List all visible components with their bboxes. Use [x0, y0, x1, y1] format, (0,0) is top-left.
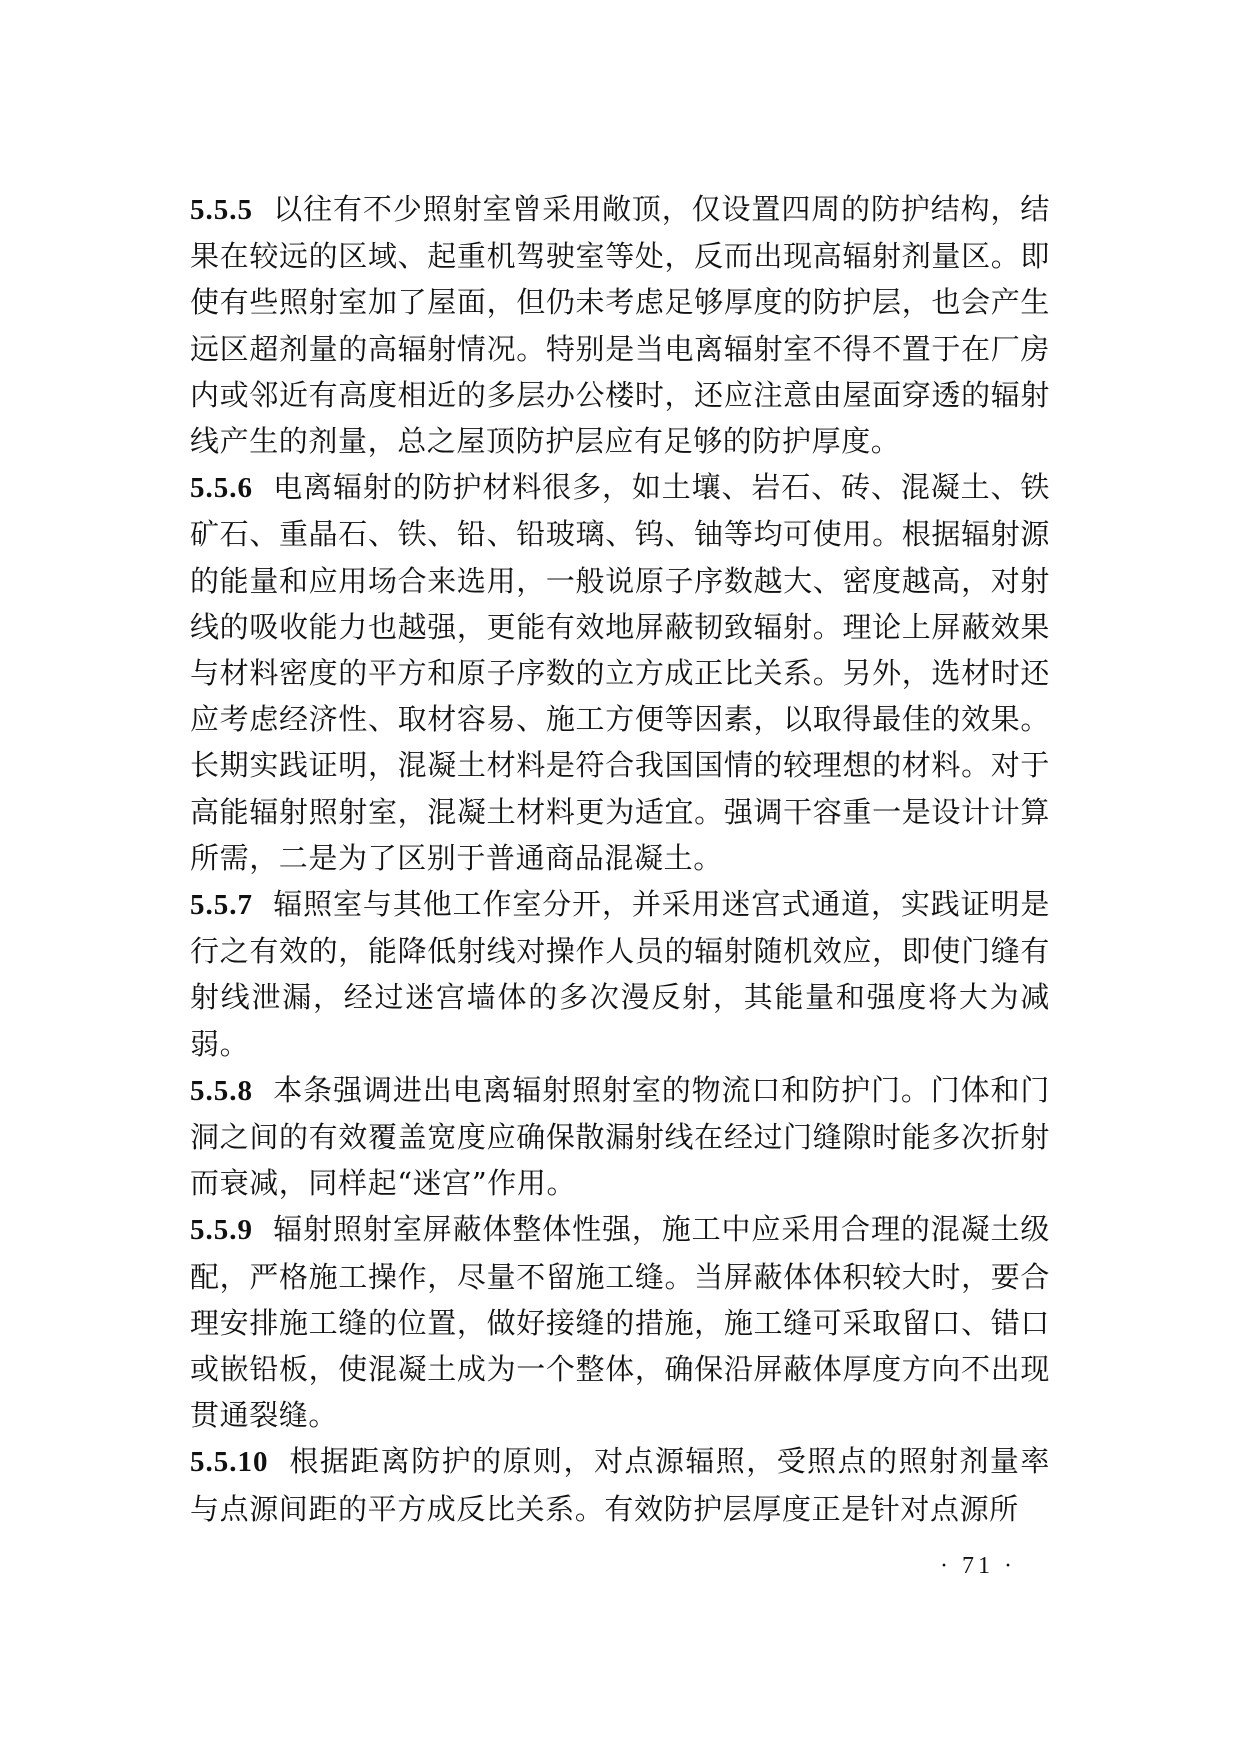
clause-number: 5.5.6: [190, 472, 253, 505]
clause-number: 5.5.9: [190, 1214, 253, 1247]
clause-number: 5.5.10: [190, 1446, 269, 1479]
clause-text: 根据距离防护的原则，对点源辐照，受照点的照射剂量率与点源间距的平方成反比关系。有效防护层厚度正是针对点源所: [190, 1444, 1050, 1526]
clause-number: 5.5.5: [190, 194, 253, 226]
clause-5-5-10: [190, 1438, 1050, 1531]
clause-text: 电离辐射的防护材料很多，如土壤、岩石、砖、混凝土、铁矿石、重晶石、铁、铅、铅玻璃、钨、铀等均可使用。根据辐射源的能量和应用场合来选用，一般说原子序数越大、密度越高，对射线的吸收能力也越强，更能有效地屏蔽韧致辐射。理论上屏蔽效果与材料密度的平方和原子序数的立方成正比关系。另外，选材时还应考虑经济性、取材容易、施工方便等因素，以取得最佳的效果。长期实践证明，混凝土材料是符合我国国情的较理想的材料。对于高能辐射照射室，混凝土材料更为适宜。强调干容重一是设计计算所需，二是为了区别于普通商品混凝土。: [190, 470, 1050, 875]
page-number: · 71 ·: [940, 1553, 1016, 1579]
clause-text: 辐照室与其他工作室分开，并采用迷宫式通道，实践证明是行之有效的，能降低射线对操作人员的辐射随机效应，即使门缝有射线泄漏，经过迷宫墙体的多次漫反射，其能量和强度将大为减弱。: [190, 887, 1050, 1061]
clause-5-5-7: [190, 881, 1050, 1067]
clause-5-5-5: [190, 186, 1050, 464]
page-body: [190, 186, 1050, 1532]
clause-text: 以往有不少照射室曾采用敞顶，仅设置四周的防护结构，结果在较远的区域、起重机驾驶室等处，反而出现高辐射剂量区。即使有些照射室加了屋面，但仍未考虑足够厚度的防护层，也会产生远区超剂量的高辐射情况。特别是当电离辐射室不得不置于在厂房内或邻近有高度相近的多层办公楼时，还应注意由屋面穿透的辐射线产生的剂量，总之屋顶防护层应有足够的防护厚度。: [190, 192, 1050, 459]
clause-5-5-6: [190, 464, 1050, 881]
clause-5-5-8: [190, 1067, 1050, 1207]
clause-text: 本条强调进出电离辐射照射室的物流口和防护门。门体和门洞之间的有效覆盖宽度应确保散漏射线在经过门缝隙时能多次折射而衰减，同样起“迷宫”作用。: [190, 1072, 1050, 1201]
clause-5-5-9: [190, 1206, 1050, 1438]
clause-text: 辐射照射室屏蔽体整体性强，施工中应采用合理的混凝土级配，严格施工操作，尽量不留施工缝。当屏蔽体体积较大时，要合理安排施工缝的位置，做好接缝的措施，施工缝可采取留口、错口或嵌铅板，使混凝土成为一个整体，确保沿屏蔽体厚度方向不出现贯通裂缝。: [190, 1212, 1050, 1433]
clause-number: 5.5.7: [190, 889, 253, 922]
clause-number: 5.5.8: [190, 1074, 253, 1107]
